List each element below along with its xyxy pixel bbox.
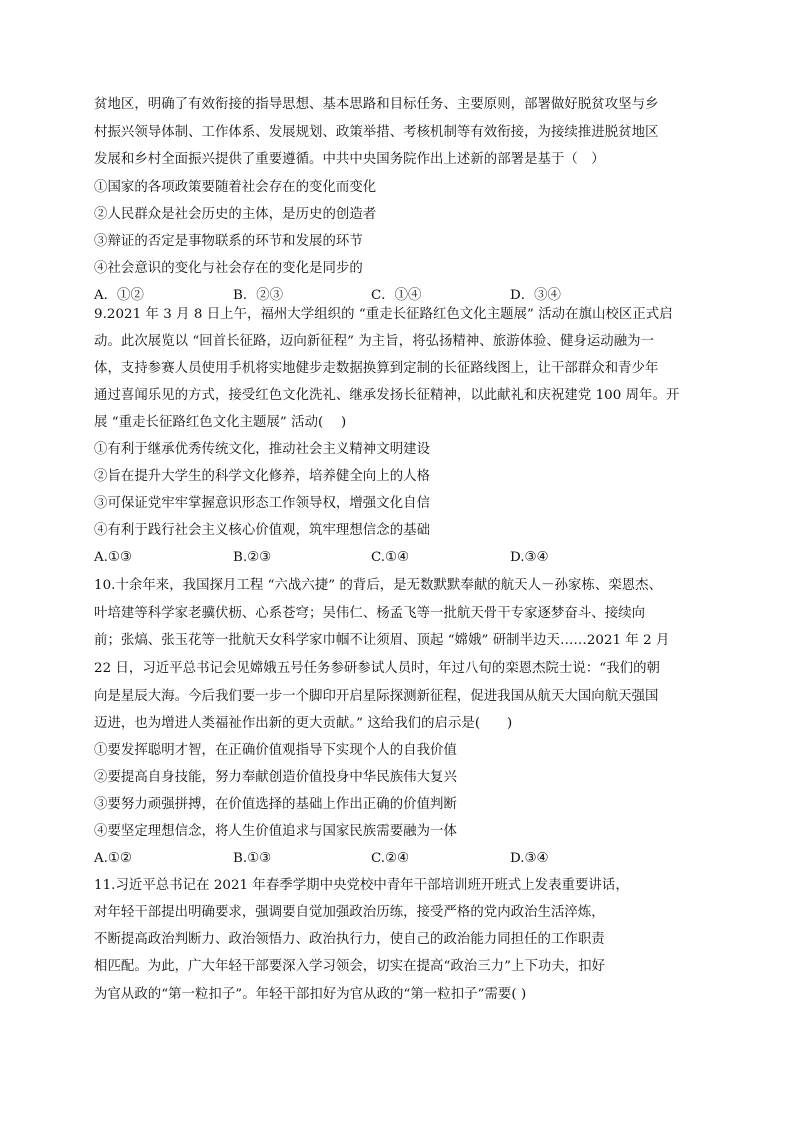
q9-stem-line-2: 动。此次展览以 “回首长征路，迈向新征程” 为主旨，将弘扬精神、旅游体验、健身运动融为一 [94,334,655,349]
q10-option-b: B.①③ [233,851,272,866]
q9-statement-1: ①有利于继承优秀传统文化，推动社会主义精神文明建设 [94,442,431,457]
q8-option-c: C．①④ [371,288,422,303]
q8-statement-4: ④社会意识的变化与社会存在的变化是同步的 [94,261,363,276]
q9-stem-line-3: 体，支持参赛人员使用手机将实地健步走数据换算到定制的长征路线图上，让干部群众和青少年 [94,361,659,376]
q9-stem-line-4: 通过喜闻乐见的方式，接受红色文化洗礼、继承发扬长征精神，以此献礼和庆祝建党 100 周年。开 [94,388,680,403]
q11-stem-line-3: 不断提高政治判断力、政治领悟力、政治执行力，使自己的政治能力同担任的工作职责 [94,932,605,947]
q8-statement-3: ③辩证的否定是事物联系的环节和发展的环节 [94,234,363,249]
q10-statement-4: ④要坚定理想信念，将人生价值追求与国家民族需要融为一体 [94,824,457,839]
q10-stem-line-3: 前；张熇、张玉花等一批航天女科学家巾帼不让须眉、顶起 “嫦娥” 研制半边天……2021 年 2 月 [94,633,670,648]
q10-stem-line-4: 22 日，习近平总书记会见嫦娥五号任务参研参试人员时，年过八旬的栾恩杰院士说：“我们的朝 [94,661,660,676]
q9-statement-4: ④有利于践行社会主义核心价值观，筑牢理想信念的基础 [94,523,431,538]
q9-stem-line-1: 9.2021 年 3 月 8 日上午，福州大学组织的 “重走长征路红色文化主题展” 活动在旗山校区正式启 [94,307,673,322]
q8-option-b: B．②③ [233,288,284,303]
q8-option-a: A．①② [94,288,144,303]
q9-statement-2: ②旨在提升大学生的科学文化修养，培养健全向上的人格 [94,469,431,484]
q11-stem-line-4: 相匹配。为此，广大年轻干部要深入学习领会，切实在提高“政治三力”上下功夫，扣好 [94,959,606,974]
q10-stem-line-5: 向是星辰大海。今后我们要一步一个脚印开启星际探测新征程，促进我国从航天大国向航天强国 [94,689,659,704]
q9-option-a: A.①③ [94,550,132,565]
q9-option-d: D.③④ [510,550,549,565]
q10-option-c: C.②④ [371,851,410,866]
q10-statement-2: ②要提高自身技能，努力奉献创造价值投身中华民族伟大复兴 [94,770,457,785]
q10-statement-3: ③要努力顽强拼搏，在价值选择的基础上作出正确的价值判断 [94,797,457,812]
q10-stem-line-6: 迈进，也为增进人类福祉作出新的更大贡献。” 这给我们的启示是( ) [94,716,513,731]
q8-stem-line-1: 贫地区，明确了有效衔接的指导思想、基本思路和目标任务、主要原则，部署做好脱贫攻坚与乡 [94,97,659,112]
q11-stem-line-5: 为官从政的“第一粒扣子”。年轻干部扣好为官从政的“第一粒扣子”需要( ) [94,987,527,1002]
q10-stem-line-2: 叶培建等科学家老骥伏枥、心系苍穹；吴伟仁、杨孟飞等一批航天骨干专家逐梦奋斗、接续向 [94,606,646,621]
q10-statement-1: ①要发挥聪明才智，在正确价值观指导下实现个人的自我价值 [94,743,457,758]
q8-statement-1: ①国家的各项政策要随着社会存在的变化而变化 [94,180,377,195]
q10-option-a: A.①② [94,851,132,866]
q9-stem-line-5: 展 “重走长征路红色文化主题展” 活动( ) [94,415,347,430]
q11-stem-line-2: 对年轻干部提出明确要求，强调要自觉加强政治历练，接受严格的党内政治生活淬炼， [94,905,605,920]
q9-statement-3: ③可保证党牢牢掌握意识形态工作领导权，增强文化自信 [94,496,431,511]
q9-option-c: C.①④ [371,550,410,565]
q8-stem-line-3: 发展和乡村全面振兴提供了重要遵循。中共中央国务院作出上述新的部署是基于（ ） [94,152,605,167]
q8-option-d: D．③④ [510,288,561,303]
q11-stem-line-1: 11.习近平总书记在 2021 年春季学期中央党校中青年干部培训班开班式上发表重要讲话， [94,878,629,893]
q8-statement-2: ②人民群众是社会历史的主体，是历史的创造者 [94,207,377,222]
q10-option-d: D.③④ [510,851,549,866]
q9-option-b: B.②③ [233,550,272,565]
q10-stem-line-1: 10.十余年来，我国探月工程 “六战六捷” 的背后，是无数默默奉献的航天人－孙家栋、栾恩杰、 [94,578,663,593]
q8-stem-line-2: 村振兴领导体制、工作体系、发展规划、政策举措、考核机制等有效衔接，为接续推进脱贫地区 [94,125,659,140]
